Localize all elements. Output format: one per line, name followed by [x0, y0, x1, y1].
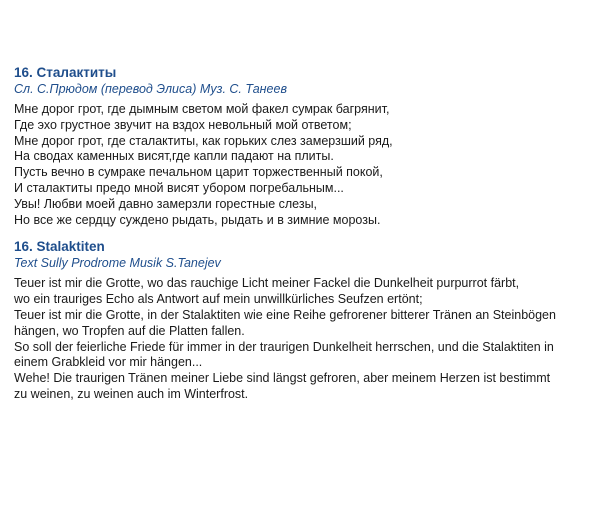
- lyrics-block: [14, 276, 594, 402]
- lyric-line: Wehe! Die traurigen Tränen meiner Liebe sind längst gefroren, aber meinem Herzen ist bestimmt: [14, 371, 551, 386]
- lyric-line: Teuer ist mir die Grotte, wo das rauchige Licht meiner Fackel die Dunkelheit purpurrot färbt,: [14, 276, 520, 291]
- lyric-line: So soll der feierliche Friede für immer in der traurigen Dunkelheit herrschen, und die Stalaktiten in: [14, 339, 554, 354]
- song-title: 16. Сталактиты: [14, 65, 117, 80]
- lyric-line: Но все же сердцу суждено рыдать, рыдать и в зимние морозы.: [14, 212, 381, 227]
- lyric-line: Мне дорог грот, где сталактиты, как горьких слез замерзший ряд,: [14, 133, 393, 148]
- song-title: 16. Stalaktiten: [14, 239, 105, 255]
- booklet-page: [14, 64, 594, 403]
- lyric-line: На сводах каменных висят,где капли падают на плиты.: [14, 149, 334, 164]
- lyric-line: Пусть вечно в сумраке печальном царит торжественный покой,: [14, 165, 383, 180]
- lyric-line: zu weinen, zu weinen auch im Winterfrost.: [14, 386, 249, 401]
- lyric-line: Где эхо грустное звучит на вздох невольный мой ответом;: [14, 117, 352, 132]
- lyric-line: Увы! Любви моей давно замерзли горестные слезы,: [14, 196, 318, 211]
- song-credit: Text Sully Prodrome Musik S.Tanejev: [14, 256, 221, 271]
- lyric-line: wo ein trauriges Echo als Antwort auf mein unwillkürliches Seufzen ertönt;: [14, 292, 423, 307]
- lyric-line: hängen, wo Tropfen auf die Platten fallen.: [14, 323, 245, 338]
- lyric-line: Мне дорог грот, где дымным светом мой факел сумрак багрянит,: [14, 102, 390, 116]
- lyrics-block: [14, 102, 594, 228]
- lyric-line: einem Grabkleid vor mir hängen...: [14, 355, 203, 370]
- lyric-line: Teuer ist mir die Grotte, in der Stalaktiten wie eine Reihe gefrorener bitterer Tränen an Steinbögen: [14, 307, 556, 322]
- song-section-german: [14, 238, 594, 402]
- song-section-russian: [14, 64, 594, 228]
- lyric-line: И сталактиты предо мной висят убором погребальным...: [14, 180, 344, 195]
- song-credit: Сл. С.Прюдом (перевод Элиса) Муз. С. Танеев: [14, 82, 287, 96]
